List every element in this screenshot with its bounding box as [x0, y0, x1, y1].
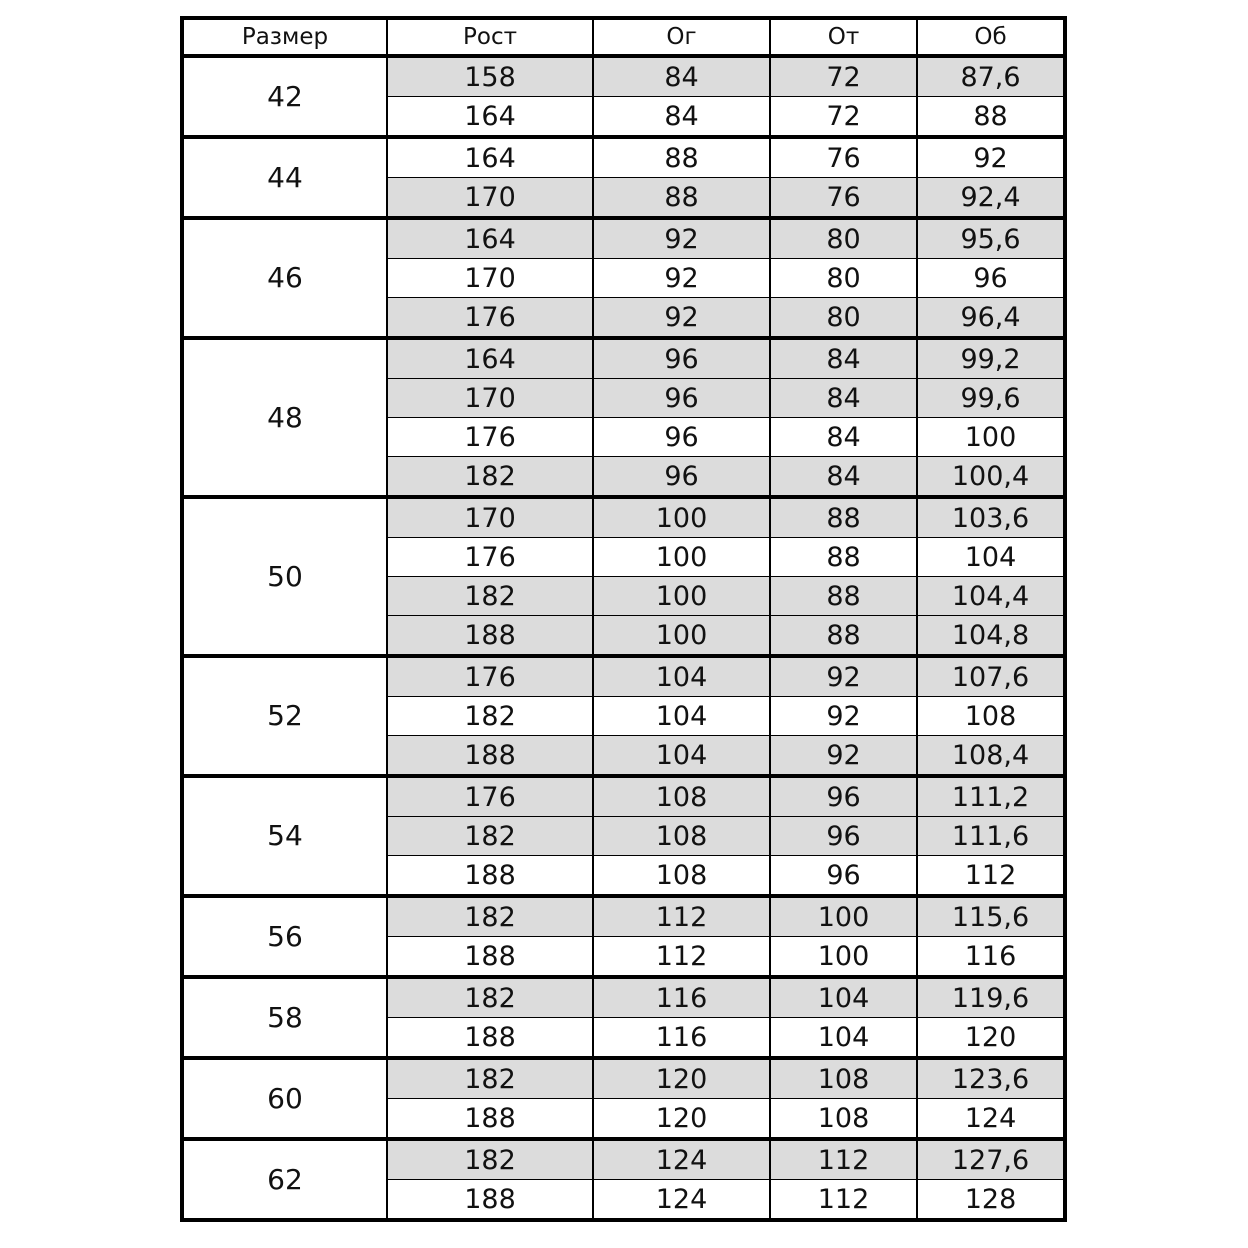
- table-row: [182, 776, 1065, 817]
- chest-cell: 92: [593, 218, 770, 259]
- waist-cell: 80: [770, 298, 917, 339]
- height-cell: 158: [387, 56, 593, 97]
- height-cell: 170: [387, 497, 593, 538]
- waist-cell: 76: [770, 137, 917, 178]
- hips-cell: 108: [917, 697, 1065, 736]
- header-chest: Ог: [593, 18, 770, 56]
- table-row: [182, 137, 1065, 178]
- hips-cell: 99,6: [917, 379, 1065, 418]
- height-cell: 164: [387, 218, 593, 259]
- hips-cell: 120: [917, 1018, 1065, 1059]
- height-cell: 176: [387, 776, 593, 817]
- header-hips: Об: [917, 18, 1065, 56]
- chest-cell: 120: [593, 1099, 770, 1140]
- hips-cell: 111,6: [917, 817, 1065, 856]
- size-cell: 58: [182, 977, 387, 1058]
- height-cell: 188: [387, 1180, 593, 1221]
- waist-cell: 100: [770, 937, 917, 978]
- table-row: [182, 497, 1065, 538]
- chest-cell: 84: [593, 97, 770, 138]
- height-cell: 176: [387, 656, 593, 697]
- table-row: [182, 1058, 1065, 1099]
- waist-cell: 88: [770, 616, 917, 657]
- height-cell: 176: [387, 538, 593, 577]
- height-cell: 182: [387, 1139, 593, 1180]
- waist-cell: 96: [770, 776, 917, 817]
- height-cell: 182: [387, 577, 593, 616]
- hips-cell: 104: [917, 538, 1065, 577]
- waist-cell: 104: [770, 977, 917, 1018]
- table-body: [182, 56, 1065, 1220]
- chest-cell: 120: [593, 1058, 770, 1099]
- size-cell: 54: [182, 776, 387, 896]
- chest-cell: 96: [593, 379, 770, 418]
- chest-cell: 100: [593, 577, 770, 616]
- size-cell: 50: [182, 497, 387, 656]
- size-cell: 52: [182, 656, 387, 776]
- hips-cell: 104,4: [917, 577, 1065, 616]
- hips-cell: 95,6: [917, 218, 1065, 259]
- height-cell: 170: [387, 178, 593, 219]
- hips-cell: 128: [917, 1180, 1065, 1221]
- header-waist: От: [770, 18, 917, 56]
- waist-cell: 72: [770, 97, 917, 138]
- chest-cell: 104: [593, 697, 770, 736]
- waist-cell: 112: [770, 1180, 917, 1221]
- chest-cell: 104: [593, 736, 770, 777]
- hips-cell: 104,8: [917, 616, 1065, 657]
- height-cell: 176: [387, 418, 593, 457]
- table-row: [182, 338, 1065, 379]
- height-cell: 188: [387, 1018, 593, 1059]
- height-cell: 182: [387, 817, 593, 856]
- hips-cell: 127,6: [917, 1139, 1065, 1180]
- height-cell: 170: [387, 379, 593, 418]
- hips-cell: 87,6: [917, 56, 1065, 97]
- chest-cell: 112: [593, 937, 770, 978]
- hips-cell: 92: [917, 137, 1065, 178]
- size-cell: 62: [182, 1139, 387, 1220]
- chest-cell: 100: [593, 538, 770, 577]
- chest-cell: 124: [593, 1139, 770, 1180]
- height-cell: 176: [387, 298, 593, 339]
- table-row: [182, 1139, 1065, 1180]
- waist-cell: 84: [770, 418, 917, 457]
- height-cell: 164: [387, 137, 593, 178]
- height-cell: 182: [387, 457, 593, 498]
- chest-cell: 92: [593, 298, 770, 339]
- table-row: [182, 977, 1065, 1018]
- hips-cell: 92,4: [917, 178, 1065, 219]
- chest-cell: 108: [593, 776, 770, 817]
- waist-cell: 72: [770, 56, 917, 97]
- waist-cell: 108: [770, 1099, 917, 1140]
- chest-cell: 84: [593, 56, 770, 97]
- table-row: [182, 896, 1065, 937]
- size-cell: 48: [182, 338, 387, 497]
- waist-cell: 92: [770, 736, 917, 777]
- chest-cell: 100: [593, 616, 770, 657]
- size-cell: 56: [182, 896, 387, 977]
- hips-cell: 108,4: [917, 736, 1065, 777]
- height-cell: 188: [387, 856, 593, 897]
- hips-cell: 103,6: [917, 497, 1065, 538]
- height-cell: 182: [387, 697, 593, 736]
- waist-cell: 108: [770, 1058, 917, 1099]
- chest-cell: 88: [593, 178, 770, 219]
- height-cell: 188: [387, 937, 593, 978]
- height-cell: 188: [387, 616, 593, 657]
- table-row: [182, 656, 1065, 697]
- size-cell: 44: [182, 137, 387, 218]
- chest-cell: 92: [593, 259, 770, 298]
- waist-cell: 104: [770, 1018, 917, 1059]
- hips-cell: 96: [917, 259, 1065, 298]
- chest-cell: 108: [593, 856, 770, 897]
- height-cell: 182: [387, 896, 593, 937]
- hips-cell: 100: [917, 418, 1065, 457]
- chest-cell: 88: [593, 137, 770, 178]
- hips-cell: 111,2: [917, 776, 1065, 817]
- hips-cell: 112: [917, 856, 1065, 897]
- waist-cell: 88: [770, 577, 917, 616]
- waist-cell: 84: [770, 338, 917, 379]
- hips-cell: 100,4: [917, 457, 1065, 498]
- table-row: [182, 218, 1065, 259]
- height-cell: 182: [387, 1058, 593, 1099]
- height-cell: 182: [387, 977, 593, 1018]
- hips-cell: 123,6: [917, 1058, 1065, 1099]
- height-cell: 188: [387, 736, 593, 777]
- table-row: [182, 56, 1065, 97]
- chest-cell: 104: [593, 656, 770, 697]
- chest-cell: 108: [593, 817, 770, 856]
- hips-cell: 99,2: [917, 338, 1065, 379]
- chest-cell: 96: [593, 338, 770, 379]
- hips-cell: 88: [917, 97, 1065, 138]
- chest-cell: 112: [593, 896, 770, 937]
- waist-cell: 84: [770, 379, 917, 418]
- chest-cell: 96: [593, 418, 770, 457]
- waist-cell: 92: [770, 697, 917, 736]
- chest-cell: 96: [593, 457, 770, 498]
- size-cell: 46: [182, 218, 387, 338]
- waist-cell: 112: [770, 1139, 917, 1180]
- chest-cell: 100: [593, 497, 770, 538]
- size-cell: 42: [182, 56, 387, 137]
- size-chart-table: [180, 16, 1067, 1222]
- waist-cell: 88: [770, 497, 917, 538]
- waist-cell: 84: [770, 457, 917, 498]
- waist-cell: 100: [770, 896, 917, 937]
- waist-cell: 96: [770, 817, 917, 856]
- height-cell: 188: [387, 1099, 593, 1140]
- header-row: [182, 18, 1065, 56]
- hips-cell: 119,6: [917, 977, 1065, 1018]
- height-cell: 164: [387, 338, 593, 379]
- hips-cell: 115,6: [917, 896, 1065, 937]
- hips-cell: 124: [917, 1099, 1065, 1140]
- waist-cell: 80: [770, 259, 917, 298]
- waist-cell: 96: [770, 856, 917, 897]
- waist-cell: 80: [770, 218, 917, 259]
- header-size: Размер: [182, 18, 387, 56]
- header-height: Рост: [387, 18, 593, 56]
- hips-cell: 96,4: [917, 298, 1065, 339]
- hips-cell: 107,6: [917, 656, 1065, 697]
- chest-cell: 124: [593, 1180, 770, 1221]
- waist-cell: 92: [770, 656, 917, 697]
- waist-cell: 88: [770, 538, 917, 577]
- height-cell: 170: [387, 259, 593, 298]
- waist-cell: 76: [770, 178, 917, 219]
- chest-cell: 116: [593, 1018, 770, 1059]
- size-cell: 60: [182, 1058, 387, 1139]
- chest-cell: 116: [593, 977, 770, 1018]
- hips-cell: 116: [917, 937, 1065, 978]
- height-cell: 164: [387, 97, 593, 138]
- table-header: [182, 18, 1065, 56]
